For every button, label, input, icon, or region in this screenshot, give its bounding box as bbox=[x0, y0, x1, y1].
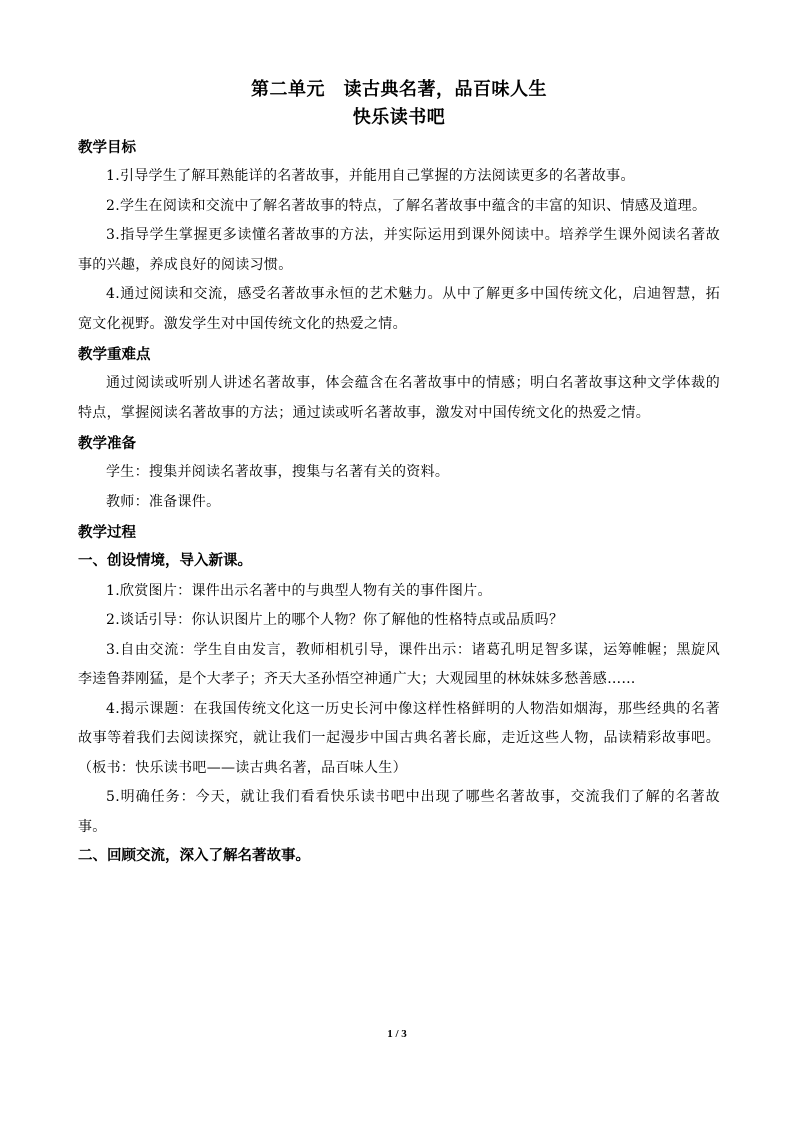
section-heading-key-points: 教学重难点 bbox=[78, 347, 151, 363]
process-paragraph: 2.谈话引导：你认识图片上的哪个人物？你了解他的性格特点或品质吗？ bbox=[106, 612, 564, 628]
process-step-heading: 二、回顾交流，深入了解名著故事。 bbox=[78, 848, 310, 864]
preparation-paragraph: 教师：准备课件。 bbox=[106, 493, 221, 510]
process-paragraph: 1.欣赏图片：课件出示名著中的与典型人物有关的事件图片。 bbox=[106, 582, 492, 599]
objective-paragraph: 2.学生在阅读和交流中了解名著故事的特点，了解名著故事中蕴含的丰富的知识、情感及道理。 bbox=[106, 197, 707, 214]
process-paragraph: 3.自由交流：学生自由发言，教师相机引导，课件出示：诸葛孔明足智多谋，运筹帷幄；黑旋风李逵鲁莽刚猛，是个大孝子；齐天大圣孙悟空神通广大；大观园里的林妹妹多愁善感…… bbox=[78, 641, 720, 687]
preparation-paragraph: 学生：搜集并阅读名著故事，搜集与名著有关的资料。 bbox=[106, 464, 450, 480]
section-heading-objectives: 教学目标 bbox=[78, 140, 136, 156]
process-paragraph: 4.揭示课题：在我国传统文化这一历史长河中像这样性格鲜明的人物浩如烟海，那些经典的名著故事等着我们去阅读探究，就让我们一起漫步中国古典名著长廊，走近这些人物，品读精彩故事吧。（板书：快乐读书吧——读古典名著，品百味人生） bbox=[78, 700, 720, 776]
section-heading-process: 教学过程 bbox=[78, 525, 136, 541]
key-points-paragraph: 通过阅读或听别人讲述名著故事，体会蕴含在名著故事中的情感；明白名著故事这种文学体裁的特点，掌握阅读名著故事的方法；通过读或听名著故事，激发对中国传统文化的热爱之情。 bbox=[78, 375, 720, 421]
page-number: 1 / 3 bbox=[387, 1028, 407, 1040]
objective-paragraph: 1.引导学生了解耳熟能详的名著故事，并能用自己掌握的方法阅读更多的名著故事。 bbox=[106, 168, 635, 184]
process-step-heading: 一、创设情境，导入新课。 bbox=[78, 553, 252, 569]
objective-paragraph: 4.通过阅读和交流，感受名著故事永恒的艺术魅力。从中了解更多中国传统文化，启迪智慧，拓宽文化视野。激发学生对中国传统文化的热爱之情。 bbox=[78, 286, 720, 332]
process-paragraph: 5.明确任务：今天，就让我们看看快乐读书吧中出现了哪些名著故事，交流我们了解的名著故事。 bbox=[78, 789, 720, 835]
document-title: 第二单元 读古典名著，品百味人生 bbox=[251, 79, 547, 100]
objective-paragraph: 3.指导学生掌握更多读懂名著故事的方法，并实际运用到课外阅读中。培养学生课外阅读名著故事的兴趣，养成良好的阅读习惯。 bbox=[78, 227, 720, 273]
document-subtitle: 快乐读书吧 bbox=[352, 107, 446, 128]
document-page bbox=[78, 76, 720, 872]
section-heading-preparation: 教学准备 bbox=[78, 436, 136, 452]
